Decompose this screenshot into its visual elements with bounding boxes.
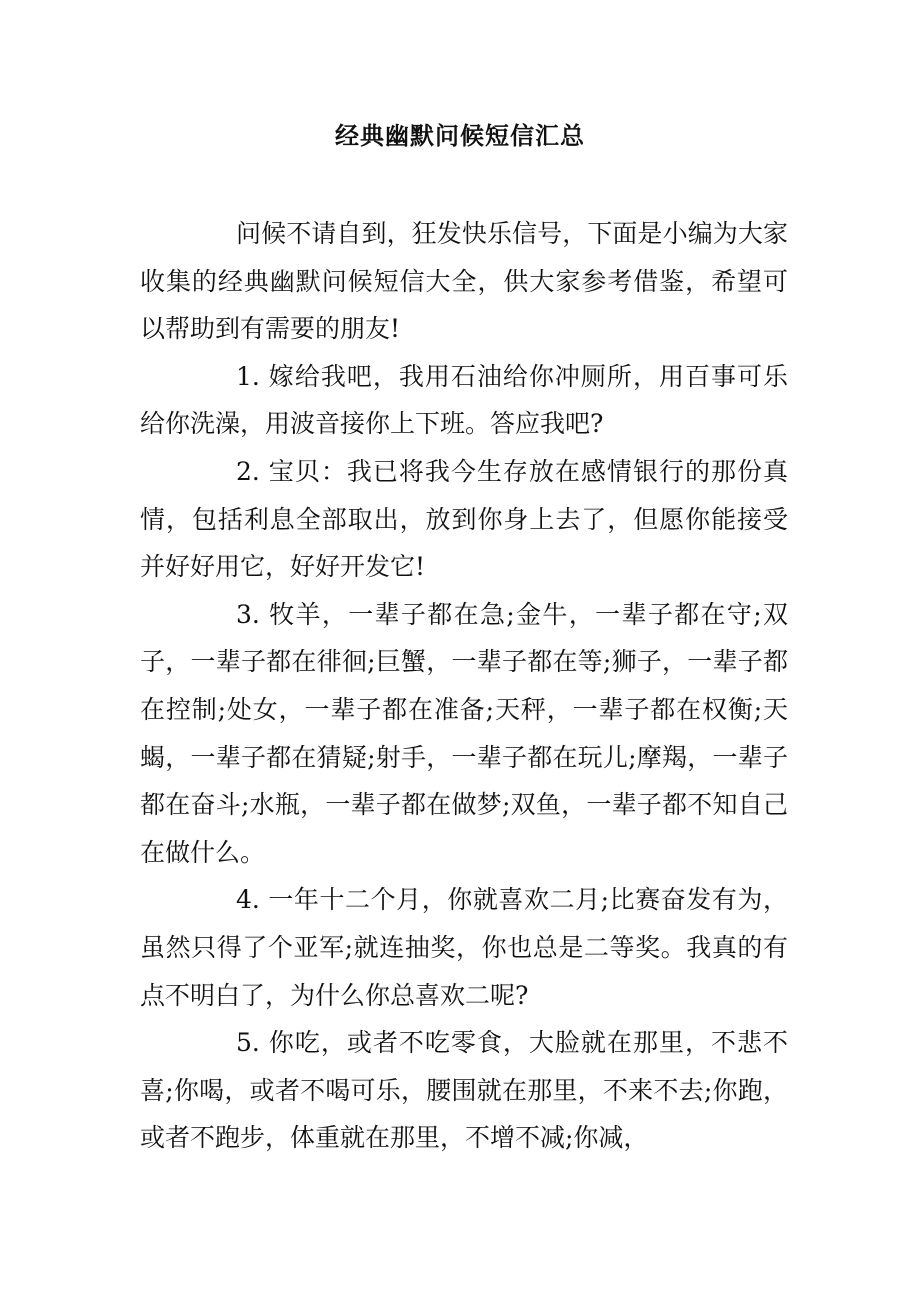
message-item-5: 5. 你吃，或者不吃零食，大脸就在那里，不悲不喜;你喝，或者不喝可乐，腰围就在那里，不来不去;你跑，或者不跑步，体重就在那里，不增不减;你减， — [140, 1028, 788, 1153]
document-body — [140, 210, 788, 1162]
message-item-1: 1. 嫁给我吧，我用石油给你冲厕所，用百事可乐给你洗澡，用波音接你上下班。答应我吧? — [140, 361, 788, 439]
message-item-2: 2. 宝贝：我已将我今生存放在感情银行的那份真情，包括利息全部取出，放到你身上去了，但愿你能接受并好好用它，好好开发它! — [140, 456, 788, 582]
intro-paragraph: 问候不请自到，狂发快乐信号，下面是小编为大家收集的经典幽默问候短信大全，供大家参考借鉴，希望可以帮助到有需要的朋友! — [140, 219, 788, 344]
message-item-4: 4. 一年十二个月，你就喜欢二月;比赛奋发有为，虽然只得了个亚军;就连抽奖，你也总是二等奖。我真的有点不明白了，为什么你总喜欢二呢? — [140, 885, 788, 1010]
document-title: 经典幽默问候短信汇总 — [335, 121, 585, 150]
message-item-3: 3. 牧羊，一辈子都在急;金牛，一辈子都在守;双子，一辈子都在徘徊;巨蟹，一辈子都在等;狮子，一辈子都在控制;处女，一辈子都在准备;天秤，一辈子都在权衡;天蝎，一辈子都在猜疑;射手，一辈子都在玩儿;摩羯，一辈子都在奋斗;水瓶，一辈子都在做梦;双鱼，一辈子都不知自己在做什么。 — [140, 599, 788, 867]
